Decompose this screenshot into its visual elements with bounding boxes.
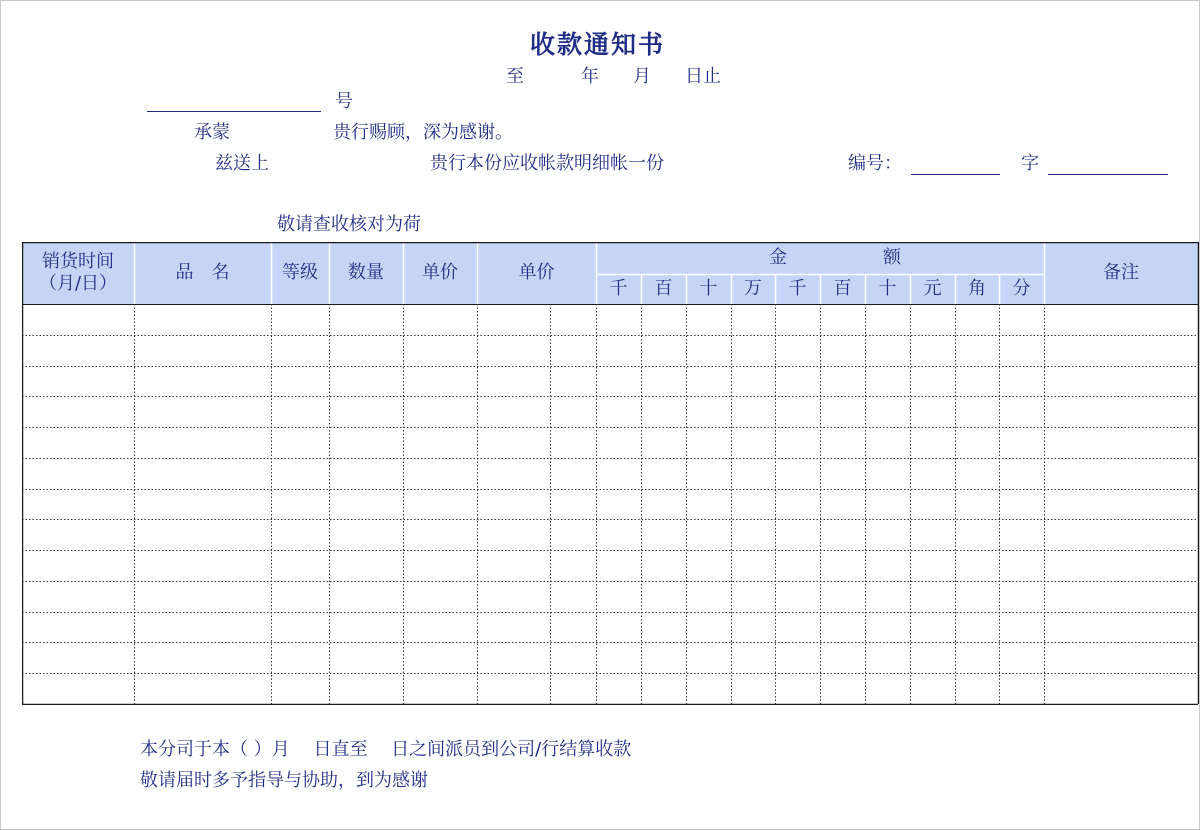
footer-line-1: 本分司于本（ ）月 日直至 日之间派员到公司/行结算收款 — [140, 739, 632, 760]
header-product: 品 名 — [175, 262, 230, 283]
digit-header: 百 — [833, 278, 852, 299]
header-remarks: 备注 — [1103, 262, 1139, 283]
header-amount-jin: 金 — [769, 247, 787, 268]
page-title: 收款通知书 — [530, 30, 666, 59]
receipt-table — [22, 242, 1199, 705]
digit-header: 十 — [878, 278, 897, 299]
serial-blank — [911, 174, 1000, 175]
digit-header: 千 — [609, 278, 628, 299]
serial-label: 编号： — [848, 153, 902, 174]
zi-label: 字 — [1021, 153, 1039, 174]
check-note: 敬请查收核对为荷 — [277, 214, 421, 235]
statement-text: 贵行本份应收帐款明细帐一份 — [430, 153, 664, 174]
period-year-label: 年 — [581, 66, 599, 87]
table-grid-lines — [22, 242, 1199, 705]
period-to-label: 至 — [506, 66, 524, 87]
period-month-label: 月 — [633, 66, 651, 87]
header-date-line1: 销货时间 — [42, 251, 114, 272]
recipient-blank — [147, 111, 321, 112]
header-amount-e: 额 — [883, 247, 901, 268]
header-date — [22, 242, 134, 304]
gratitude-text: 贵行赐顾，深为感谢。 — [333, 122, 513, 143]
digit-header: 千 — [788, 278, 807, 299]
digit-header: 分 — [1012, 278, 1031, 299]
hao-label: 号 — [335, 91, 353, 112]
digit-header: 十 — [699, 278, 718, 299]
footer-line-2: 敬请届时多予指导与协助，到为感谢 — [140, 770, 428, 791]
header-unit-price: 单价 — [422, 262, 458, 283]
zi-blank — [1048, 174, 1168, 175]
cheng-meng-text: 承蒙 — [194, 122, 230, 143]
digit-header: 百 — [654, 278, 673, 299]
digit-header: 角 — [968, 278, 986, 299]
header-date-line2: （月/日） — [38, 273, 118, 294]
digit-header: 万 — [744, 278, 762, 299]
header-quantity: 数量 — [348, 262, 384, 283]
digit-header: 元 — [923, 278, 942, 299]
zi-song-text: 兹送上 — [215, 153, 269, 174]
header-unit-price-2: 单价 — [518, 262, 555, 283]
period-end-label: 日止 — [685, 66, 721, 87]
header-grade: 等级 — [282, 262, 318, 283]
